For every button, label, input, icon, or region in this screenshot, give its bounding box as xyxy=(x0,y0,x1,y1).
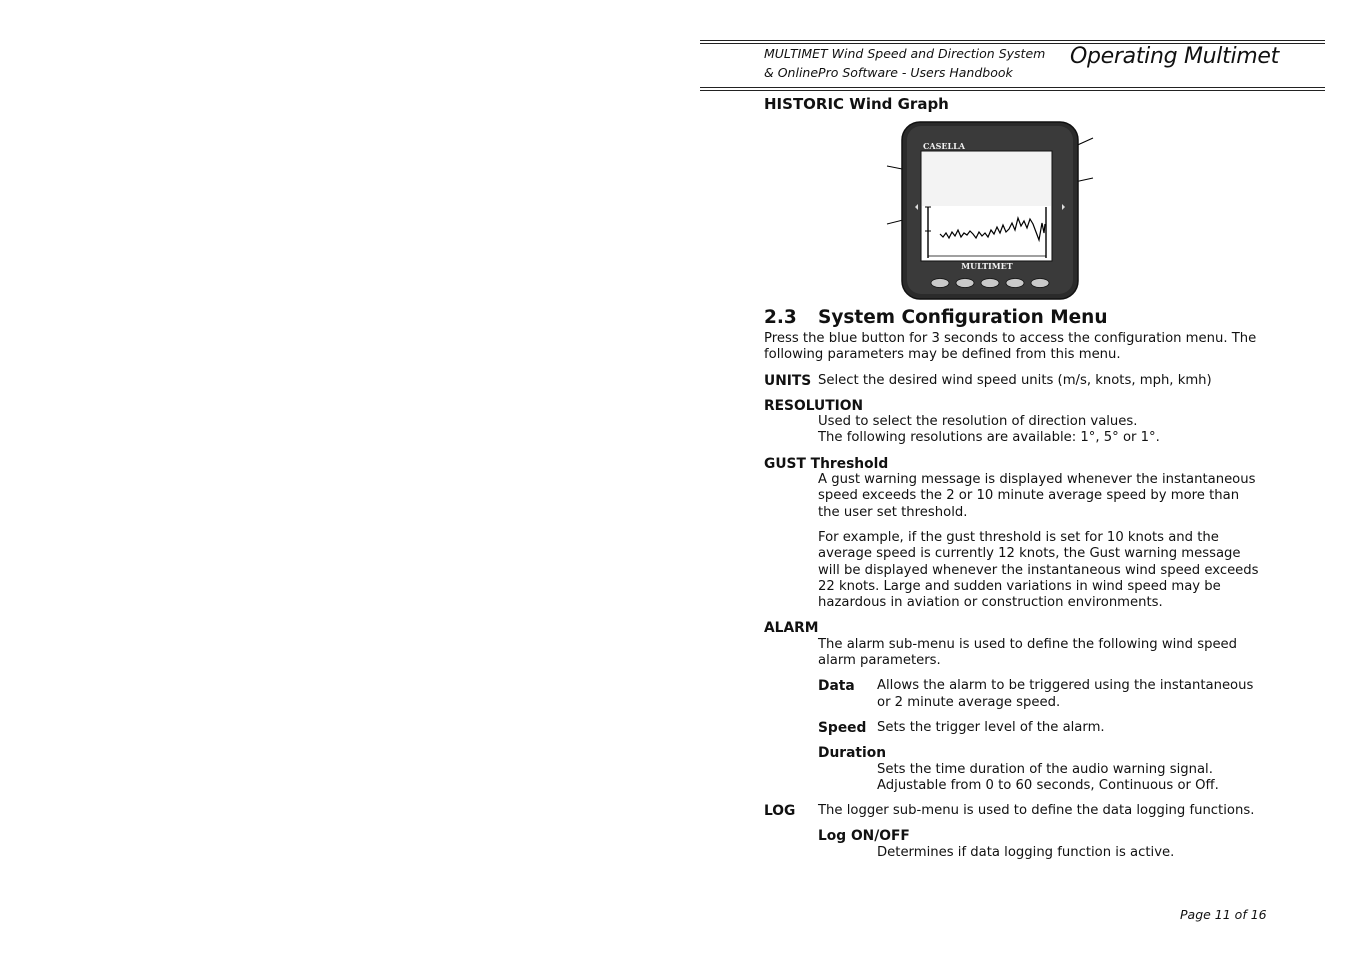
units-text: Select the desired wind speed units (m/s, knots, mph, kmh) xyxy=(818,372,1212,388)
resolution-term: RESOLUTION xyxy=(764,397,864,414)
device-button-5[interactable] xyxy=(1031,279,1049,288)
units-term: UNITS xyxy=(764,372,812,389)
device-button-1[interactable] xyxy=(931,279,949,288)
units-entry xyxy=(764,373,1264,389)
section-body xyxy=(764,331,1264,861)
log-onoff-text: Determines if data logging function is active. xyxy=(877,844,1175,860)
gust-term: GUST Threshold xyxy=(764,455,889,472)
log-text: The logger sub-menu is used to define the data logging functions. xyxy=(818,803,1255,819)
graph-area xyxy=(922,206,1051,260)
header-line-2: & OnlinePro Software - Users Handbook xyxy=(764,65,1013,80)
gust-paragraph-1: A gust warning message is displayed whenever the instantaneous speed exceeds the 2 or 10 minute average speed by more than the user set threshold. xyxy=(818,472,1256,520)
alarm-data-term: Data xyxy=(818,678,855,695)
header-rule-bottom-1 xyxy=(700,87,1325,88)
log-term: LOG xyxy=(764,803,796,820)
section-heading xyxy=(764,307,1108,328)
header-rule-top-1 xyxy=(700,40,1325,41)
alarm-speed-text: Sets the trigger level of the alarm. xyxy=(877,719,1105,735)
header-doc-title xyxy=(764,44,1045,82)
section-intro: Press the blue button for 3 seconds to access the configuration menu. The following parameters may be defined from this menu. xyxy=(764,331,1257,363)
alarm-duration-line-1: Sets the time duration of the audio warning signal. xyxy=(877,761,1213,777)
gust-paragraph-2: For example, if the gust threshold is set for 10 knots and the average speed is currently 12 knots, the Gust warning message will be displayed whenever the instantaneous wind speed exceeds 22 knots. Large and sudden variations in wind speed may be hazardous in aviation or construction environments. xyxy=(818,529,1259,611)
alarm-data-entry xyxy=(818,678,1264,711)
device-brand-label: CASELLA xyxy=(923,141,965,151)
device-button-4[interactable] xyxy=(1006,279,1024,288)
header-section-name: Operating Multimet xyxy=(1070,44,1279,69)
section-title: System Configuration Menu xyxy=(818,307,1108,328)
resolution-line-1: Used to select the resolution of direction values. xyxy=(818,414,1138,430)
device-model-label: MULTIMET xyxy=(961,261,1013,271)
alarm-text: The alarm sub-menu is used to define the following wind speed alarm parameters. xyxy=(818,636,1238,669)
alarm-term: ALARM xyxy=(764,620,819,637)
device-button-3[interactable] xyxy=(981,279,999,288)
device-button-2[interactable] xyxy=(956,279,974,288)
alarm-data-text: Allows the alarm to be triggered using the instantaneous or 2 minute average speed. xyxy=(877,678,1254,710)
log-onoff-term: Log ON/OFF xyxy=(818,828,910,845)
header-line-1: MULTIMET Wind Speed and Direction System xyxy=(764,46,1046,61)
log-entry xyxy=(764,803,1264,819)
resolution-line-2: The following resolutions are available: 1°, 5° or 1°. xyxy=(818,430,1160,446)
page-number: Page 11 of 16 xyxy=(1180,907,1267,922)
device-drawing xyxy=(885,120,1097,302)
alarm-duration-term: Duration xyxy=(818,745,887,762)
header-rule-bottom-2 xyxy=(700,90,1325,91)
historic-graph-title: HISTORIC Wind Graph xyxy=(764,95,949,113)
alarm-speed-term: Speed xyxy=(818,719,867,736)
multimet-device-illustration xyxy=(885,120,1097,302)
alarm-duration-line-2: Adjustable from 0 to 60 seconds, Continuous or Off. xyxy=(877,777,1219,793)
section-number: 2.3 xyxy=(764,307,797,328)
alarm-speed-entry xyxy=(818,720,1264,736)
